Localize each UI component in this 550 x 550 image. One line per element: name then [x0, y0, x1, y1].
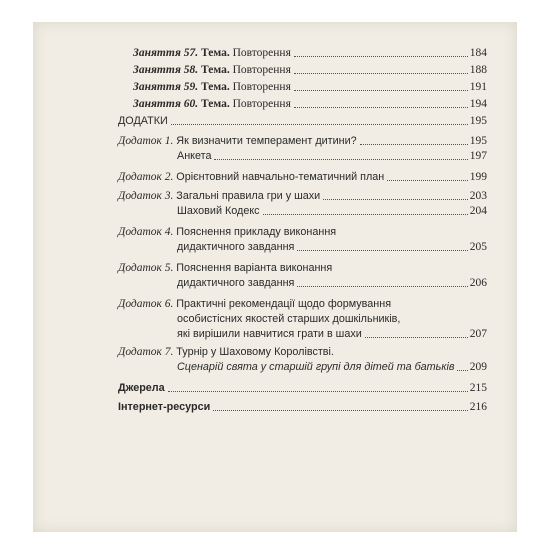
lesson-title: Повторення — [232, 98, 291, 110]
leader-dots — [168, 391, 468, 392]
appendix-title: Турнір у Шаховому Королівстві. — [176, 346, 334, 358]
leader-dots — [323, 199, 468, 200]
leader-dots — [294, 90, 468, 91]
toc-entry-appendix-4-cont — [177, 237, 487, 254]
leader-dots — [213, 410, 468, 411]
leader-dots — [171, 124, 468, 125]
lesson-title: Повторення — [232, 81, 291, 93]
page-number: 204 — [469, 205, 487, 217]
leader-dots — [297, 286, 467, 287]
appendix-title: Як визначити темперамент дитини? — [176, 135, 357, 147]
page-number: 194 — [469, 98, 487, 110]
page-number: 199 — [469, 171, 487, 183]
tema-label: Тема. — [201, 81, 230, 93]
appendix-title: Загальні правила гри у шахи — [176, 190, 321, 202]
appendix-label: Додаток 1. — [118, 135, 174, 147]
appendix-title: Орієнтовний навчально-тематичний план — [176, 171, 385, 183]
toc-entry-appendix-7-cont — [177, 357, 487, 374]
page-number: 188 — [469, 64, 487, 76]
appendix-title-continued: Сценарій свята у старшій групі для дітей та батьків — [177, 361, 455, 373]
leader-dots — [365, 337, 468, 338]
appendix-subtitle: Шаховий Кодекс — [177, 205, 260, 217]
appendix-label: Додаток 6. — [118, 298, 174, 310]
toc-entry-appendices — [118, 111, 487, 128]
lesson-title: Повторення — [232, 64, 291, 76]
leader-dots — [294, 107, 468, 108]
page-number: 215 — [469, 382, 487, 394]
appendix-label: Додаток 4. — [118, 226, 174, 238]
appendix-label: Додаток 7. — [118, 346, 174, 358]
toc-entry-lesson-58 — [133, 60, 487, 77]
toc-entry-appendix-1-sub — [177, 146, 487, 163]
leader-dots — [457, 370, 467, 371]
toc-entry-appendix-3-sub — [177, 201, 487, 218]
lesson-label: Заняття 59. — [133, 81, 199, 93]
page-number: 203 — [469, 190, 487, 202]
section-heading: ДОДАТКИ — [118, 115, 168, 127]
appendix-title: Практичні рекомендації щодо формування — [176, 298, 392, 310]
section-heading: Джерела — [118, 382, 165, 394]
page-number: 195 — [469, 115, 487, 127]
page-number: 184 — [469, 47, 487, 59]
appendix-title-continued: дидактичного завдання — [177, 241, 295, 253]
page-number: 195 — [469, 135, 487, 147]
lesson-label: Заняття 57. — [133, 47, 199, 59]
toc-entry-lesson-57 — [133, 43, 487, 60]
page-number: 209 — [469, 361, 487, 373]
appendix-title-continued: дидактичного завдання — [177, 277, 295, 289]
tema-label: Тема. — [201, 98, 230, 110]
appendix-label: Додаток 2. — [118, 171, 174, 183]
page-number: 206 — [469, 277, 487, 289]
leader-dots — [263, 214, 468, 215]
leader-dots — [297, 250, 467, 251]
page-number: 207 — [469, 328, 487, 340]
page-number: 216 — [469, 401, 487, 413]
section-heading: Інтернет-ресурси — [118, 401, 211, 413]
toc-entry-sources — [118, 378, 487, 395]
appendix-title: Пояснення прикладу виконання — [176, 226, 337, 238]
page-number: 205 — [469, 241, 487, 253]
appendix-label: Додаток 5. — [118, 262, 174, 274]
tema-label: Тема. — [201, 47, 230, 59]
lesson-label: Заняття 60. — [133, 98, 199, 110]
leader-dots — [387, 180, 467, 181]
leader-dots — [294, 56, 468, 57]
appendix-title-continued: особистісних якостей старших дошкільників, — [177, 313, 401, 325]
appendix-title-continued: які вирішили навчитися грати в шахи — [177, 328, 362, 340]
leader-dots — [214, 159, 467, 160]
toc-entry-appendix-2 — [118, 167, 487, 184]
tema-label: Тема. — [201, 64, 230, 76]
leader-dots — [360, 144, 468, 145]
toc-entry-internet-resources — [118, 397, 487, 414]
leader-dots — [294, 73, 468, 74]
toc-entry-lesson-59 — [133, 77, 487, 94]
lesson-label: Заняття 58. — [133, 64, 199, 76]
page-number: 197 — [469, 150, 487, 162]
appendix-label: Додаток 3. — [118, 190, 174, 202]
toc-entry-lesson-60 — [133, 94, 487, 111]
toc-entry-appendix-5-cont — [177, 273, 487, 290]
lesson-title: Повторення — [232, 47, 291, 59]
page-number: 191 — [469, 81, 487, 93]
book-page — [33, 22, 517, 532]
toc-entry-appendix-6-cont2 — [177, 324, 487, 341]
appendix-title: Пояснення варіанта виконання — [176, 262, 333, 274]
appendix-subtitle: Анкета — [177, 150, 212, 162]
